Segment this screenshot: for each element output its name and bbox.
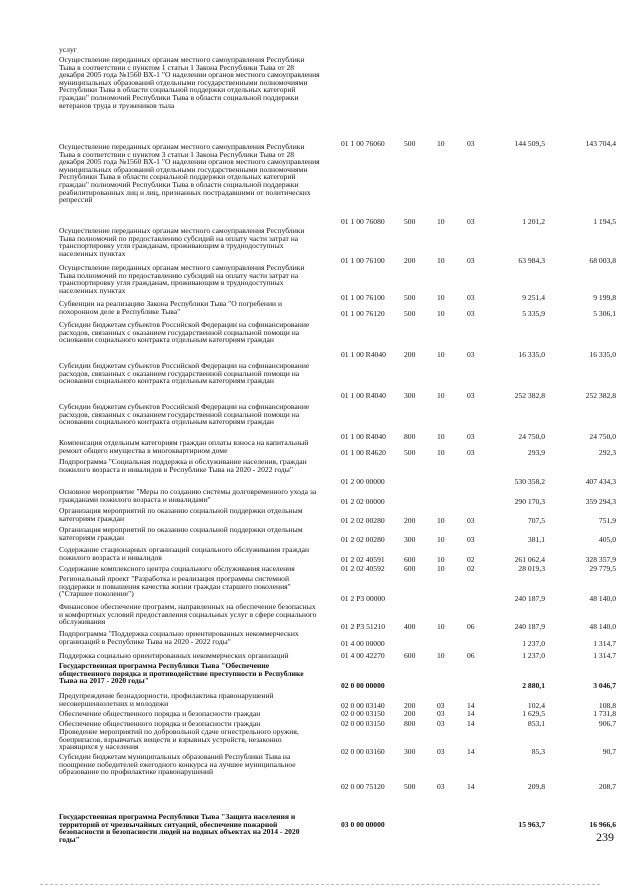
- row-expense-type: 500: [404, 293, 416, 302]
- row-subsection: 03: [467, 391, 475, 400]
- row-amount-year2: 16 966,6: [589, 820, 616, 829]
- row-expense-type: 800: [404, 719, 416, 728]
- row-name: Содержание комплексного центра социального обслуживания населения: [59, 564, 295, 573]
- row-code: 01 4 00 00000: [341, 639, 385, 648]
- row-amount-year1: 853,1: [527, 719, 545, 728]
- row-code: 02 0 00 75120: [341, 782, 385, 791]
- row-section: 10: [437, 432, 445, 441]
- row-subsection: 14: [467, 719, 475, 728]
- row-name: Подпрограмма "Социальная поддержка и обслуживание населения, граждан пожилого возраста и инвалидов в Республике Тыва на 2020 - 2022 годы": [59, 457, 307, 474]
- row-section: 10: [437, 448, 445, 457]
- row-amount-year1: 381,1: [527, 535, 545, 544]
- row-amount-year1: 1 237,0: [522, 651, 545, 660]
- row-amount-year1: 5 335,9: [522, 309, 545, 318]
- row-subsection: 03: [467, 535, 475, 544]
- row-amount-year2: 3 046,7: [593, 681, 616, 690]
- row-section: 10: [437, 555, 445, 564]
- row-amount-year1: 261 062,4: [514, 555, 545, 564]
- row-amount-year2: 143 704,4: [585, 139, 616, 148]
- row-amount-year2: 16 335,0: [589, 350, 616, 359]
- row-amount-year2: 90,7: [602, 747, 616, 756]
- row-amount-year1: 530 358,2: [514, 477, 545, 486]
- row-section: 10: [437, 293, 445, 302]
- row-amount-year1: 15 963,7: [518, 820, 545, 829]
- row-code: 01 2 P3 00000: [341, 594, 386, 603]
- row-amount-year2: 108,8: [598, 701, 616, 710]
- row-amount-year2: 751,9: [598, 516, 616, 525]
- row-name: Субсидии бюджетам субъектов Российской Федерации на софинансирование расходов, связанных с оказанием государственной социальной помощи на основании социального контракта отдельным категориям граждан: [59, 402, 310, 427]
- row-name: Субсидии бюджетам муниципальных образований Республики Тыва на поощрение победителей ежегодного конкурса на лучшее муниципальное образование по профилактике правонарушений: [59, 752, 296, 777]
- row-section: 10: [437, 139, 445, 148]
- row-section: 10: [437, 516, 445, 525]
- row-code: 01 1 00 R4620: [341, 448, 386, 457]
- row-name: Проведение мероприятий по добровольной сдаче огнестрельного оружия, боеприпасов, взрывчатых веществ и взрывных устройств, незаконно хранящихся у населения: [59, 727, 299, 752]
- row-amount-year2: 292,3: [598, 448, 616, 457]
- row-name: Обеспечение общественного порядка и безопасности граждан: [59, 709, 261, 718]
- row-code: 01 1 00 76100: [341, 293, 385, 302]
- row-subsection: 03: [467, 309, 475, 318]
- page-number: 239: [596, 830, 614, 844]
- row-code: 01 1 00 76100: [341, 256, 385, 265]
- row-amount-year1: 240 187,9: [514, 622, 545, 631]
- row-subsection: 03: [467, 256, 475, 265]
- row-amount-year1: 85,3: [531, 747, 545, 756]
- row-amount-year1: 240 187,9: [514, 594, 545, 603]
- row-expense-type: 300: [404, 391, 416, 400]
- row-expense-type: 500: [404, 782, 416, 791]
- row-section: 03: [437, 701, 445, 710]
- row-name: Региональный проект "Разработка и реализация программы системной поддержки и повышения качества жизни граждан старшего поколения" ("Старшее поколение"): [59, 574, 291, 599]
- row-expense-type: 200: [404, 701, 416, 710]
- row-code: 01 1 00 76120: [341, 309, 385, 318]
- row-name: Предупреждение безнадзорности, профилактика правонарушений несовершеннолетних и молодежи: [59, 691, 274, 708]
- row-expense-type: 800: [404, 432, 416, 441]
- row-expense-type: 200: [404, 350, 416, 359]
- row-amount-year2: 9 199,8: [593, 293, 616, 302]
- row-name: Основное мероприятие "Меры по созданию системы долговременного ухода за гражданами пожилого возраста и инвалидами": [59, 487, 317, 504]
- footer-divider: [40, 884, 600, 885]
- row-amount-year2: 208,7: [598, 782, 616, 791]
- row-code: 01 4 00 42270: [341, 651, 385, 660]
- row-name: Субсидии бюджетам субъектов Российской Федерации на софинансирование расходов, связанных с оказанием государственной социальной помощи на основании социального контракта отдельным категориям граждан: [59, 320, 310, 345]
- row-amount-year1: 2 880,1: [522, 681, 545, 690]
- row-subsection: 03: [467, 217, 475, 226]
- row-amount-year1: 9 251,4: [522, 293, 545, 302]
- row-amount-year2: 405,0: [598, 535, 616, 544]
- row-amount-year2: 29 779,5: [589, 564, 616, 573]
- row-section: 03: [437, 747, 445, 756]
- row-section: 03: [437, 719, 445, 728]
- row-code: 01 2 02 00000: [341, 497, 385, 506]
- row-subsection: 03: [467, 432, 475, 441]
- row-name: Государственная программа Республики Тыва "Защита населения и территорий от чрезвычайных ситуаций, обеспечение пожарной безопасности и безопасности людей на водных объектах на 2014 - 2020 годы": [59, 812, 300, 844]
- row-subsection: 14: [467, 747, 475, 756]
- row-name: Обеспечение общественного порядка и безопасности граждан: [59, 719, 261, 728]
- row-expense-type: 400: [404, 622, 416, 631]
- row-subsection: 03: [467, 293, 475, 302]
- row-amount-year2: 328 357,9: [585, 555, 616, 564]
- row-code: 01 2 02 40592: [341, 564, 385, 573]
- row-code: 01 2 02 00280: [341, 516, 385, 525]
- row-name: Осуществление переданных органам местного самоуправления Республики Тыва в соответствии с пунктом 1 статьи 1 Закона Республики Тыва от 28 декабря 2005 года №1560 ВХ-1 "О наделении органов местного самоуправления муниципальных образований отдельными государственными полномочиями Республики Тыва в области социальной поддержки отдельных категорий граждан" полномочий Республики Тыва в области социальной поддержки ветеранов труда и тружеников тыла: [59, 55, 320, 110]
- row-expense-type: 600: [404, 555, 416, 564]
- row-amount-year2: 48 140,0: [589, 622, 616, 631]
- row-name: Осуществление переданных органам местного самоуправления Республики Тыва полномочий по предоставлению субсидий на оплату части затрат на транспортировку угля гражданам, проживающим в труднодоступных населенных пунктах: [59, 263, 305, 295]
- row-section: 10: [437, 564, 445, 573]
- row-subsection: 03: [467, 139, 475, 148]
- row-amount-year2: 906,7: [598, 719, 616, 728]
- row-subsection: 02: [467, 555, 475, 564]
- row-amount-year2: 252 382,8: [585, 391, 616, 400]
- row-code: 01 1 00 R4040: [341, 391, 386, 400]
- row-amount-year1: 144 509,5: [514, 139, 545, 148]
- row-subsection: 14: [467, 701, 475, 710]
- row-amount-year1: 209,8: [527, 782, 545, 791]
- row-expense-type: 500: [404, 448, 416, 457]
- row-expense-type: 200: [404, 516, 416, 525]
- row-amount-year1: 28 019,3: [518, 564, 545, 573]
- row-code: 03 0 00 00000: [341, 820, 385, 829]
- row-amount-year1: 1 201,2: [522, 217, 545, 226]
- row-expense-type: 500: [404, 139, 416, 148]
- row-name: услуг: [59, 45, 77, 54]
- row-name: Субвенции на реализацию Закона Республики Тыва "О погребении и похоронном деле в Республике Тыва": [59, 299, 283, 316]
- row-section: 10: [437, 350, 445, 359]
- row-amount-year1: 16 335,0: [518, 350, 545, 359]
- row-section: 10: [437, 651, 445, 660]
- row-section: 10: [437, 391, 445, 400]
- row-name: Организация мероприятий по оказанию социальной поддержки отдельным категориям граждан: [59, 525, 303, 542]
- row-code: 02 0 00 03160: [341, 747, 385, 756]
- row-amount-year1: 1 237,0: [522, 639, 545, 648]
- row-expense-type: 600: [404, 651, 416, 660]
- row-code: 02 0 00 03150: [341, 719, 385, 728]
- row-amount-year2: 1 731,8: [593, 709, 616, 718]
- row-amount-year1: 24 750,0: [518, 432, 545, 441]
- row-name: Организация мероприятий по оказанию социальной поддержки отдельным категориям граждан: [59, 506, 303, 523]
- row-name: Содержание стационарных организаций социального обслуживания граждан пожилого возраста и инвалидов: [59, 545, 310, 562]
- row-code: 02 0 00 03140: [341, 701, 385, 710]
- row-code: 02 0 00 03150: [341, 709, 385, 718]
- row-section: 10: [437, 256, 445, 265]
- row-code: 01 1 00 R4040: [341, 350, 386, 359]
- row-subsection: 03: [467, 350, 475, 359]
- row-amount-year2: 5 306,1: [593, 309, 616, 318]
- row-code: 02 0 00 00000: [341, 681, 385, 690]
- row-amount-year2: 24 750,0: [589, 432, 616, 441]
- row-amount-year2: 1 314,7: [593, 639, 616, 648]
- row-expense-type: 600: [404, 564, 416, 573]
- row-name: Осуществление переданных органам местного самоуправления Республики Тыва полномочий по предоставлению субсидий на оплату части затрат на транспортировку угля гражданам, проживающим в труднодоступных населенных пунктах: [59, 226, 305, 258]
- row-code: 01 2 02 40591: [341, 555, 385, 564]
- row-subsection: 14: [467, 782, 475, 791]
- row-expense-type: 500: [404, 309, 416, 318]
- row-code: 01 2 P3 51210: [341, 622, 386, 631]
- row-name: Поддержка социально ориентированных некоммерческих организаций: [59, 651, 289, 660]
- row-section: 10: [437, 622, 445, 631]
- row-section: 03: [437, 782, 445, 791]
- row-name: Государственная программа Республики Тыва "Обеспечение общественного порядка и противодействие преступности в Республике Тыва на 2017 - 2020 годы": [59, 661, 304, 686]
- row-section: 10: [437, 535, 445, 544]
- row-amount-year2: 1 194,5: [593, 217, 616, 226]
- row-amount-year2: 68 003,8: [589, 256, 616, 265]
- row-expense-type: 300: [404, 747, 416, 756]
- row-name: Компенсация отдельным категориям граждан оплаты взноса на капитальный ремонт общего имущества в многоквартирном доме: [59, 438, 309, 455]
- row-amount-year2: 48 140,0: [589, 594, 616, 603]
- row-expense-type: 300: [404, 535, 416, 544]
- row-section: 10: [437, 309, 445, 318]
- row-subsection: 06: [467, 651, 475, 660]
- row-amount-year2: 359 294,3: [585, 497, 616, 506]
- row-amount-year1: 252 382,8: [514, 391, 545, 400]
- row-amount-year1: 102,4: [527, 701, 545, 710]
- row-subsection: 02: [467, 564, 475, 573]
- row-name: Финансовое обеспечение программ, направленных на обеспечение безопасных и комфортных условий предоставления социальных услуг в сфере социального обслуживания: [59, 602, 317, 627]
- row-code: 01 2 02 00280: [341, 535, 385, 544]
- row-expense-type: 200: [404, 256, 416, 265]
- row-code: 01 1 00 76080: [341, 217, 385, 226]
- row-section: 10: [437, 217, 445, 226]
- row-subsection: 14: [467, 709, 475, 718]
- row-subsection: 03: [467, 516, 475, 525]
- row-name: Осуществление переданных органам местного самоуправления Республики Тыва в соответствии с пунктом 3 статьи 1 Закона Республики Тыва от 28 декабря 2005 года №1560 ВХ-1 "О наделении органов местного самоуправления муниципальных образований отдельными государственными полномочиями Республики Тыва в области социальной поддержки отдельных категорий граждан" полномочий Республики Тыва в области социальной поддержки реабилитированных лиц и лиц, признанных пострадавшими от политических репрессий: [59, 142, 320, 205]
- row-amount-year1: 290 170,3: [514, 497, 545, 506]
- row-amount-year2: 1 314,7: [593, 651, 616, 660]
- row-code: 01 2 00 00000: [341, 477, 385, 486]
- row-subsection: 03: [467, 448, 475, 457]
- row-amount-year1: 707,5: [527, 516, 545, 525]
- row-name: Субсидии бюджетам субъектов Российской Федерации на софинансирование расходов, связанных с оказанием государственной социальной помощи на основании социального контракта отдельным категориям граждан: [59, 361, 310, 386]
- row-section: 03: [437, 709, 445, 718]
- row-code: 01 1 00 76060: [341, 139, 385, 148]
- row-amount-year2: 407 434,3: [585, 477, 616, 486]
- row-code: 01 1 00 R4040: [341, 432, 386, 441]
- row-amount-year1: 63 984,3: [518, 256, 545, 265]
- row-name: Подпрограмма "Поддержка социально ориентированных некоммерческих организаций в Республике Тыва на 2020 - 2022 годы": [59, 629, 299, 646]
- row-amount-year1: 293,9: [527, 448, 545, 457]
- row-amount-year1: 1 629,5: [522, 709, 545, 718]
- row-expense-type: 500: [404, 217, 416, 226]
- row-expense-type: 200: [404, 709, 416, 718]
- row-subsection: 06: [467, 622, 475, 631]
